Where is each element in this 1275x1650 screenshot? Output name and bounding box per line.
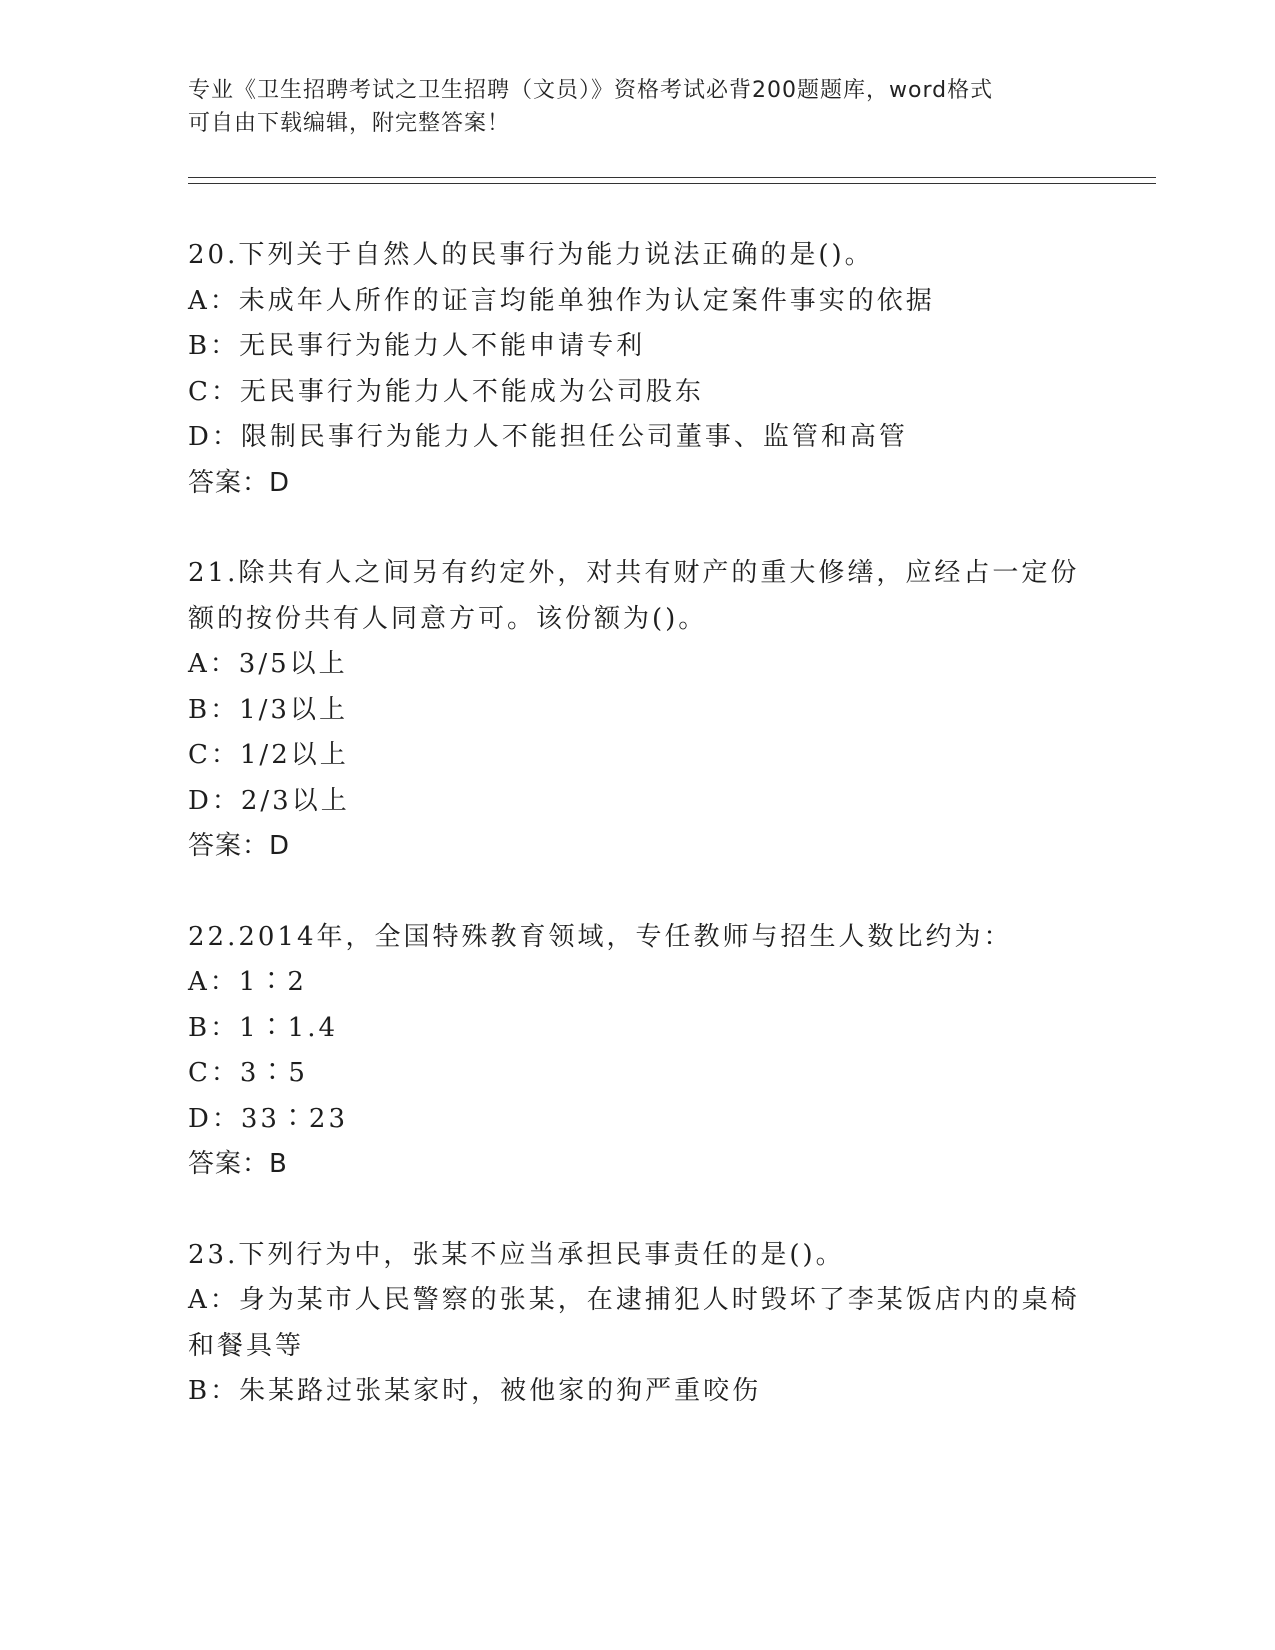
question-23 — [188, 1233, 1088, 1415]
option-c: C：1/2以上 — [188, 740, 349, 770]
question-stem: 22.2014年，全国特殊教育领域，专任教师与招生人数比约为： — [188, 921, 1013, 952]
header-divider-top — [188, 177, 1156, 178]
document-header — [188, 74, 1088, 140]
header-divider-bottom — [188, 183, 1156, 184]
option-d: D：限制民事行为能力人不能担任公司董事、监管和高管 — [188, 422, 908, 452]
option-d: D：33∶23 — [188, 1103, 349, 1134]
option-a: A：1∶2 — [188, 967, 307, 997]
answer-line: 答案：B — [188, 1149, 288, 1179]
question-stem: 20.下列关于自然人的民事行为能力说法正确的是()。 — [188, 240, 874, 270]
answer-line: 答案：D — [188, 831, 291, 861]
option-b: B：1/3以上 — [188, 694, 348, 725]
option-b: B：无民事行为能力人不能申请专利 — [188, 331, 646, 361]
question-20 — [188, 233, 1088, 506]
answer-line: 答案：D — [188, 467, 291, 498]
option-a: A：未成年人所作的证言均能单独作为认定案件事实的依据 — [188, 285, 935, 316]
option-c: C：3∶5 — [188, 1058, 308, 1088]
question-stem: 23.下列行为中，张某不应当承担民事责任的是()。 — [188, 1239, 845, 1270]
header-line-1: 专业《卫生招聘考试之卫生招聘（文员）》资格考试必背200题题库，word格式 — [188, 78, 994, 103]
question-22 — [188, 915, 1088, 1188]
option-a: A：身为某市人民警察的张某，在逮捕犯人时毁坏了李某饭店内的桌椅 — [188, 1285, 1080, 1315]
question-21 — [188, 551, 1088, 870]
option-b: B：1∶1.4 — [188, 1012, 338, 1043]
option-b: B：朱某路过张某家时，被他家的狗严重咬伤 — [188, 1376, 762, 1406]
question-stem-line-2: 额的按份共有人同意方可。该份额为()。 — [188, 603, 708, 634]
option-d: D：2/3以上 — [188, 785, 350, 816]
option-c: C：无民事行为能力人不能成为公司股东 — [188, 376, 704, 407]
option-a-continued: 和餐具等 — [188, 1330, 305, 1361]
option-a: A：3/5以上 — [188, 649, 348, 679]
header-line-2: 可自由下载编辑，附完整答案！ — [188, 111, 511, 136]
question-stem-line-1: 21.除共有人之间另有约定外，对共有财产的重大修缮，应经占一定份 — [188, 558, 1080, 588]
question-list — [188, 233, 1088, 1460]
